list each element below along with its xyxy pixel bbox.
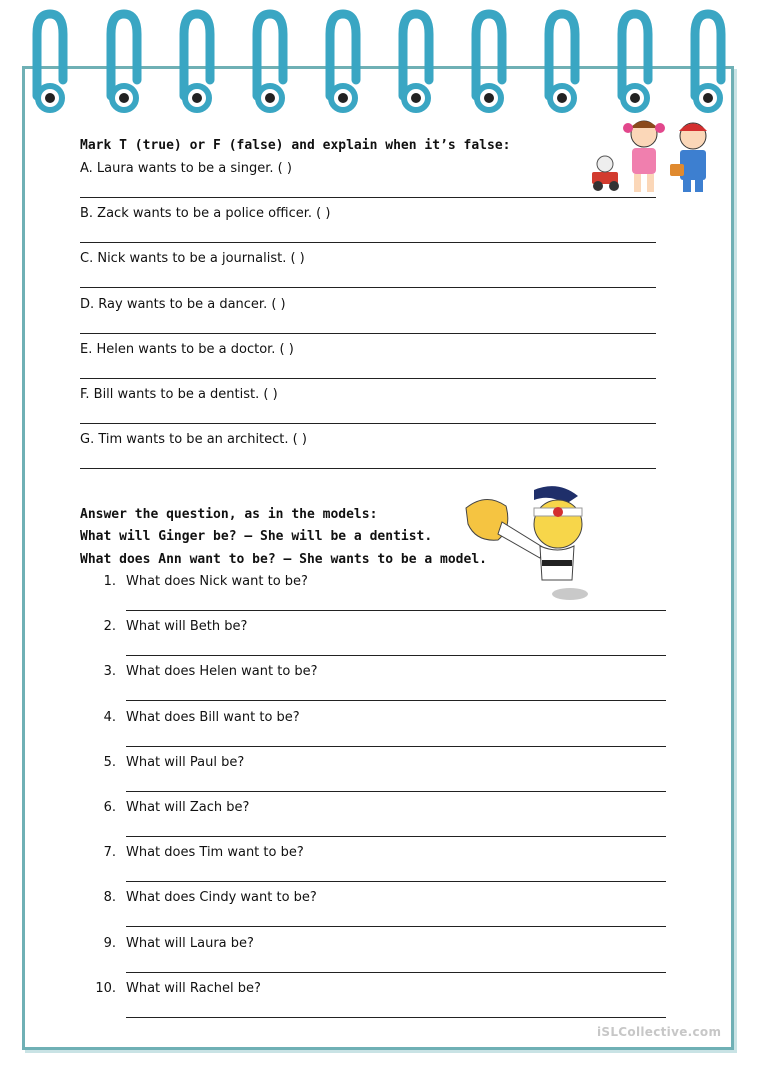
kids-illustration bbox=[588, 116, 720, 196]
answer-line[interactable] bbox=[80, 287, 656, 288]
answer-line[interactable] bbox=[80, 333, 656, 334]
statement-item: B. Zack wants to be a police officer. ( ) bbox=[80, 206, 331, 222]
question-number: 9. bbox=[103, 935, 116, 951]
answer-line[interactable] bbox=[126, 881, 666, 882]
answer-line[interactable] bbox=[126, 746, 666, 747]
answer-line[interactable] bbox=[126, 972, 666, 973]
question-text: What will Laura be? bbox=[126, 935, 254, 951]
model-example-1: What will Ginger be? – She will be a dentist. bbox=[80, 529, 433, 544]
answer-line[interactable] bbox=[126, 836, 666, 837]
section2-instruction: Answer the question, as in the models: bbox=[80, 507, 378, 522]
question-number: 3. bbox=[103, 664, 116, 680]
statement-item: F. Bill wants to be a dentist. ( ) bbox=[80, 387, 278, 402]
answer-line[interactable] bbox=[80, 378, 656, 379]
question-text: What will Beth be? bbox=[126, 619, 248, 635]
question-text: What will Zach be? bbox=[126, 800, 250, 815]
statement-item: A. Laura wants to be a singer. ( ) bbox=[80, 161, 292, 176]
statement-item: G. Tim wants to be an architect. ( ) bbox=[80, 432, 307, 448]
question-number: 8. bbox=[103, 890, 116, 906]
answer-line[interactable] bbox=[80, 468, 656, 469]
statement-item: E. Helen wants to be a doctor. ( ) bbox=[80, 341, 294, 357]
section1-instruction: Mark T (true) or F (false) and explain when it’s false: bbox=[80, 138, 511, 153]
question-text: What does Nick want to be? bbox=[126, 574, 308, 589]
question-number: 6. bbox=[103, 800, 116, 815]
answer-line[interactable] bbox=[80, 242, 656, 243]
karate-boy-illustration bbox=[462, 484, 618, 604]
answer-line[interactable] bbox=[126, 791, 666, 792]
watermark: iSLCollective.com bbox=[597, 1025, 722, 1039]
answer-line[interactable] bbox=[126, 926, 666, 927]
model-example-2: What does Ann want to be? – She wants to be a model. bbox=[80, 552, 487, 567]
answer-line[interactable] bbox=[126, 700, 666, 701]
answer-line[interactable] bbox=[126, 655, 666, 656]
answer-line[interactable] bbox=[126, 1017, 666, 1018]
statement-item: D. Ray wants to be a dancer. ( ) bbox=[80, 296, 286, 312]
question-text: What does Bill want to be? bbox=[126, 709, 300, 725]
question-text: What does Tim want to be? bbox=[126, 845, 304, 861]
question-number: 2. bbox=[103, 619, 116, 635]
question-text: What will Paul be? bbox=[126, 754, 245, 770]
answer-line[interactable] bbox=[80, 197, 656, 198]
question-number: 7. bbox=[103, 845, 116, 861]
question-text: What will Rachel be? bbox=[126, 980, 261, 996]
question-number: 1. bbox=[103, 574, 116, 589]
question-number: 5. bbox=[103, 754, 116, 770]
question-number: 4. bbox=[103, 709, 116, 725]
question-number: 10. bbox=[95, 980, 116, 996]
statement-item: C. Nick wants to be a journalist. ( ) bbox=[80, 251, 305, 267]
answer-line[interactable] bbox=[80, 423, 656, 424]
question-text: What does Helen want to be? bbox=[126, 664, 318, 680]
question-text: What does Cindy want to be? bbox=[126, 890, 317, 906]
answer-line[interactable] bbox=[126, 610, 666, 611]
